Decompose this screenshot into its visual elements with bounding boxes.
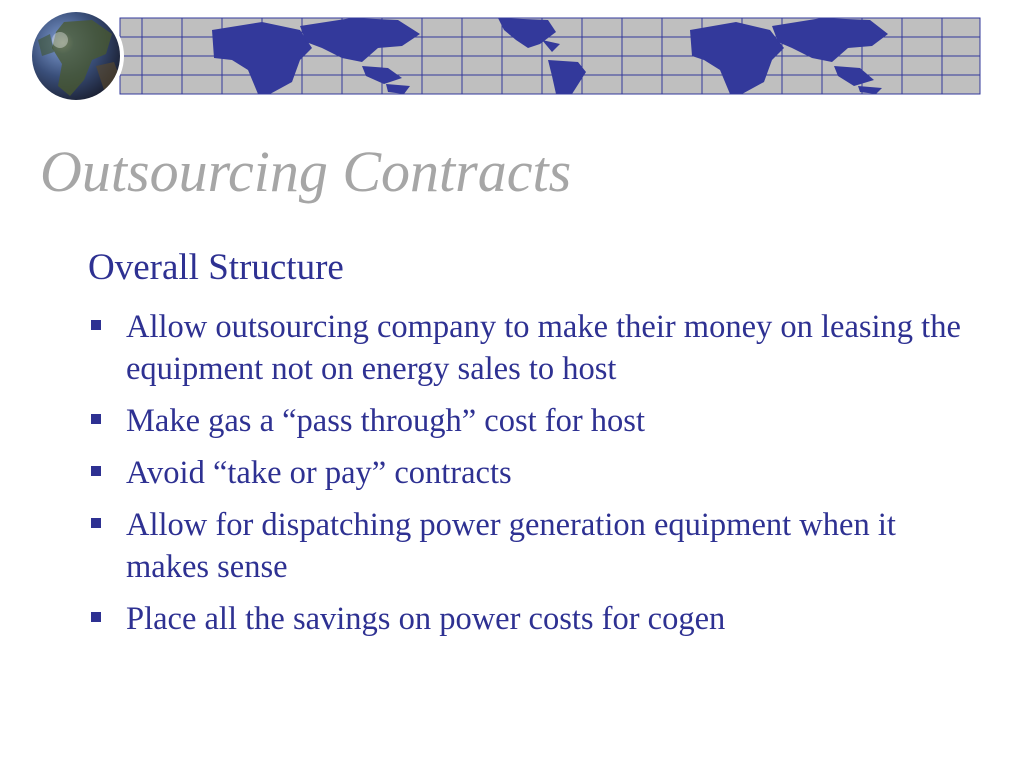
bullet-text: Place all the savings on power costs for cogen xyxy=(126,601,726,637)
bullet-item xyxy=(88,400,968,442)
square-bullet-icon xyxy=(91,466,101,476)
bullet-item xyxy=(88,504,968,588)
square-bullet-icon xyxy=(91,320,101,330)
bullet-text: Allow for dispatching power generation equipment when it makes sense xyxy=(126,507,896,585)
square-bullet-icon xyxy=(91,518,101,528)
section-heading: Overall Structure xyxy=(88,247,344,288)
bullet-list xyxy=(88,306,968,650)
bullet-text: Make gas a “pass through” cost for host xyxy=(126,403,645,439)
square-bullet-icon xyxy=(91,414,101,424)
world-map-banner xyxy=(0,0,1024,110)
square-bullet-icon xyxy=(91,612,101,622)
bullet-item xyxy=(88,598,968,640)
bullet-text: Allow outsourcing company to make their money on leasing the equipment not on energy sales to host xyxy=(126,309,961,387)
bullet-text: Avoid “take or pay” contracts xyxy=(126,455,512,491)
globe-icon xyxy=(32,12,120,100)
slide-title: Outsourcing Contracts xyxy=(40,139,572,204)
bullet-item xyxy=(88,306,968,390)
bullet-item xyxy=(88,452,968,494)
